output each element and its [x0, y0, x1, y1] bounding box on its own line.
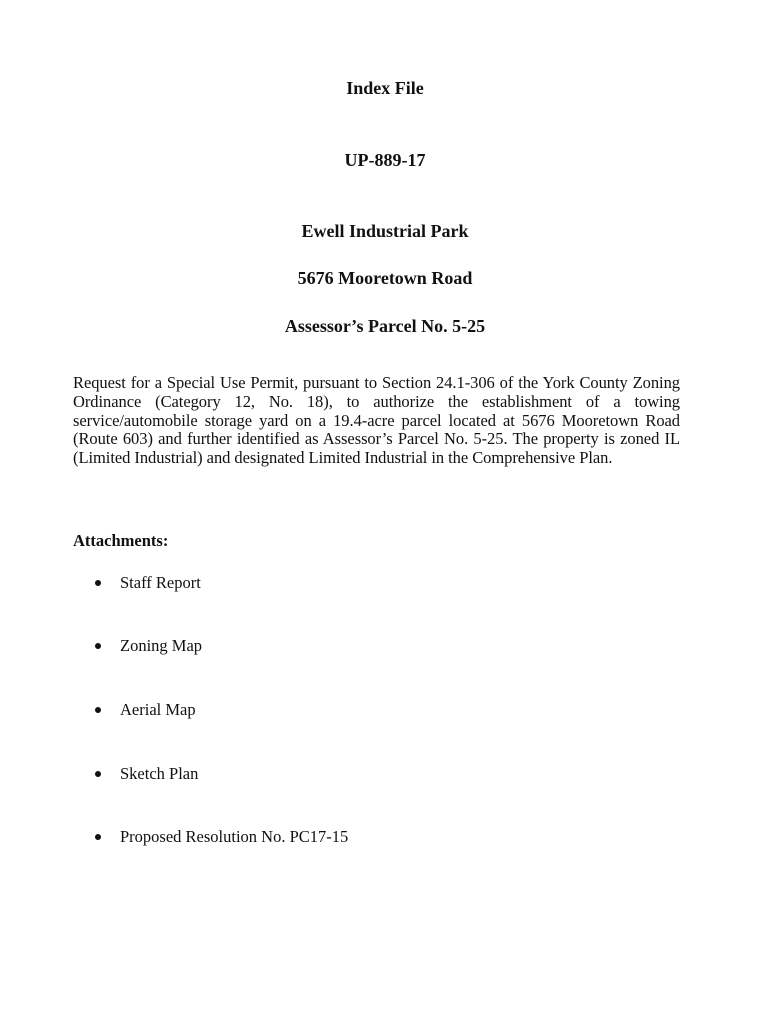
document-title: Index File	[346, 78, 424, 98]
attachment-item	[93, 635, 202, 657]
attachment-item	[93, 826, 348, 848]
case-number: UP-889-17	[344, 150, 426, 170]
attachment-item	[93, 699, 196, 721]
request-description: Request for a Special Use Permit, pursuant to Section 24.1-306 of the York County Zoning Ordinance (Category 12, No. 18), to authorize the establishment of a towing service/automobile storage yard on a 19.4-acre parcel located at 5676 Mooretown Road (Route 603) and further identified as Assessor’s Parcel No. 5-25. The property is zoned IL (Limited Industrial) and designated Limited Industrial in the Comprehensive Plan.	[73, 373, 680, 468]
project-name: Ewell Industrial Park	[301, 221, 469, 241]
bullet-icon	[95, 771, 101, 777]
attachment-item	[93, 763, 198, 785]
attachment-label: Proposed Resolution No. PC17-15	[120, 827, 349, 846]
attachment-label: Sketch Plan	[120, 764, 199, 783]
bullet-icon	[95, 643, 101, 649]
attachment-label: Aerial Map	[120, 700, 196, 719]
property-address: 5676 Mooretown Road	[297, 268, 473, 288]
attachment-label: Zoning Map	[120, 636, 203, 655]
parcel-number: Assessor’s Parcel No. 5-25	[284, 316, 486, 336]
bullet-icon	[95, 834, 101, 840]
bullet-icon	[95, 580, 101, 586]
attachment-label: Staff Report	[120, 573, 201, 592]
attachment-item	[93, 572, 201, 594]
attachments-heading: Attachments:	[73, 531, 169, 550]
bullet-icon	[95, 707, 101, 713]
